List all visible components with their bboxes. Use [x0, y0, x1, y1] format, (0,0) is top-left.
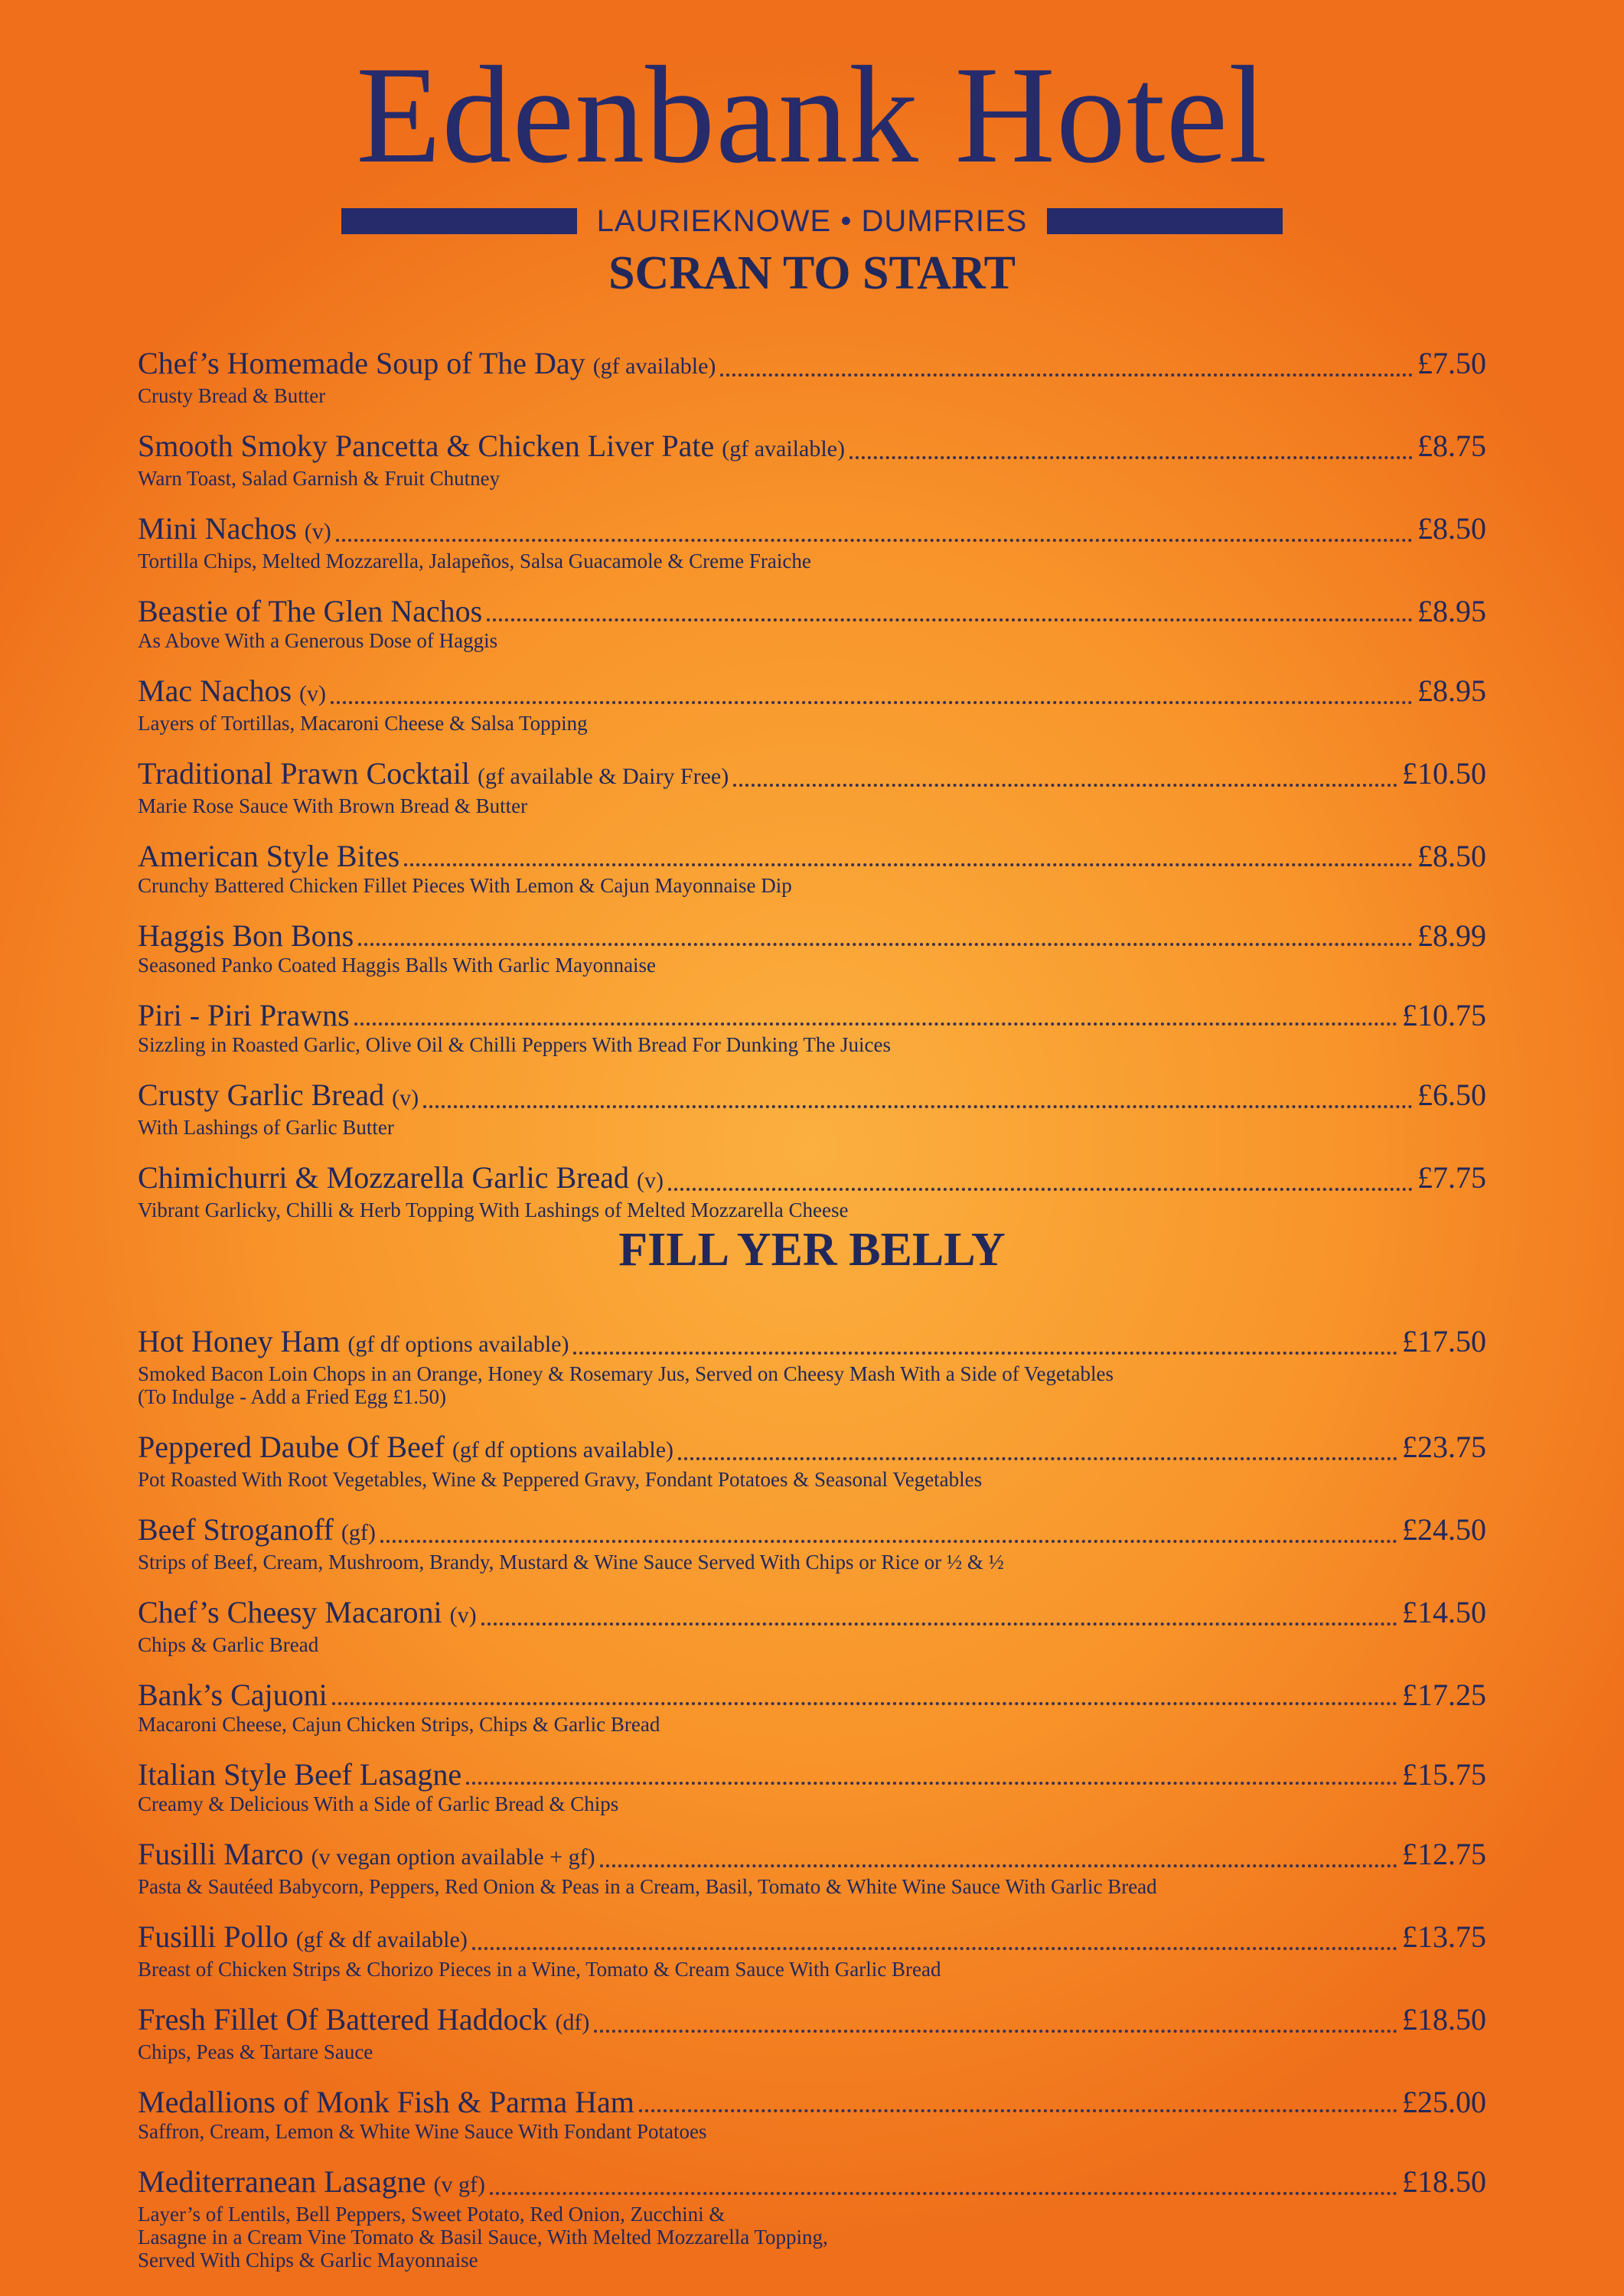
dot-leader [358, 941, 1413, 946]
dot-leader [490, 2190, 1397, 2195]
menu-item [138, 1837, 1486, 1898]
menu-item [138, 673, 1486, 735]
menu-item-description: Sizzling in Roasted Garlic, Olive Oil & Chilli Peppers With Bread For Dunking The Juices [138, 1033, 892, 1056]
menu-item-name [138, 839, 399, 874]
menu-item-note: (gf) [341, 1520, 376, 1545]
menu-item-title: Medallions of Monk Fish & Parma Ham [138, 2085, 634, 2119]
menu-item [138, 346, 1486, 407]
menu-item-name [138, 918, 354, 954]
menu-item-description: Warn Toast, Salad Garnish & Fruit Chutney [138, 467, 501, 490]
menu-item-price: £7.75 [1417, 1160, 1486, 1195]
menu-item-line [138, 918, 1486, 954]
menu-item-title: Mediterranean Lasagne [138, 2164, 426, 2199]
dot-leader [380, 1538, 1397, 1543]
dot-leader [733, 782, 1397, 787]
menu-item-title: Beef Stroganoff [138, 1512, 334, 1547]
menu-item-line [138, 1919, 1486, 1958]
menu-item-line [138, 1595, 1486, 1633]
menu-item-description: As Above With a Generous Dose of Haggis [138, 629, 498, 652]
menu-item-title: Peppered Daube Of Beef [138, 1430, 445, 1464]
dot-leader [332, 1701, 1397, 1705]
menu-item-price: £10.75 [1402, 998, 1486, 1032]
menu-item-description: Saffron, Cream, Lemon & White Wine Sauce With Fondant Potatoes [138, 2120, 707, 2143]
dot-leader [639, 2108, 1397, 2112]
menu-item-name [138, 429, 845, 467]
menu-item-line [138, 2164, 1486, 2203]
menu-item-name [138, 673, 326, 712]
menu-item-name [138, 1324, 569, 1362]
menu-item-price: £15.75 [1402, 1757, 1486, 1792]
menu-item-price: £8.95 [1417, 673, 1486, 708]
menu-item-name [138, 346, 716, 384]
menu-item-title: Fusilli Pollo [138, 1919, 289, 1954]
menu-item-line [138, 2085, 1486, 2120]
menu-item-description: Pasta & Sautéed Babycorn, Peppers, Red Onion & Peas in a Cream, Basil, Tomato & White Wine Sauce With Garlic Bread [138, 1875, 1157, 1898]
menu-item-title: Traditional Prawn Cocktail [138, 756, 471, 791]
menu-item-name [138, 1678, 328, 1713]
dot-leader [720, 372, 1413, 377]
menu-item-price: £8.99 [1417, 918, 1486, 953]
menu-item-description: With Lashings of Garlic Butter [138, 1116, 394, 1139]
dot-leader [600, 1863, 1397, 1867]
menu-item-description: Layer’s of Lentils, Bell Peppers, Sweet Potato, Red Onion, Zucchini & Lasagne in a Cream Vine Tomato & Basil Sauce, With Melted Mozzarella Topping, Served With Chips & Garlic Mayonnaise [138, 2203, 828, 2272]
menu-item-description: Vibrant Garlicky, Chilli & Herb Topping With Lashings of Melted Mozzarella Cheese [138, 1199, 849, 1221]
menu-item [138, 1160, 1486, 1221]
menu-item-line [138, 998, 1486, 1033]
menu-item-description: Breast of Chicken Strips & Chorizo Pieces in a Wine, Tomato & Cream Sauce With Garlic Bread [138, 1958, 941, 1981]
hotel-location: LAURIEKNOWE • DUMFRIES [596, 204, 1028, 238]
menu-item-title: Smooth Smoky Pancetta & Chicken Liver Pate [138, 429, 715, 463]
menu-item-line [138, 346, 1486, 384]
menu-item-title: Chef’s Homemade Soup of The Day [138, 346, 585, 380]
menu-item-name [138, 2164, 485, 2203]
menu-item-price: £8.50 [1417, 511, 1486, 546]
menu-item [138, 429, 1486, 490]
dot-leader [354, 1021, 1397, 1026]
menu-item-description: Creamy & Delicious With a Side of Garlic Bread & Chips [138, 1792, 619, 1815]
menu-item-line [138, 1160, 1486, 1199]
dot-leader [850, 455, 1413, 459]
menu-item-note: (df) [555, 2010, 590, 2035]
dot-leader [466, 1780, 1397, 1785]
menu-item [138, 1078, 1486, 1139]
menu-item-price: £6.50 [1417, 1078, 1486, 1112]
menu-item-price: £17.50 [1402, 1324, 1486, 1358]
menu-item-price: £8.50 [1417, 839, 1486, 873]
menu-item-description: Chips & Garlic Bread [138, 1633, 319, 1656]
dot-leader [336, 537, 1413, 542]
menu-item-note: (v vegan option available + gf) [311, 1844, 595, 1870]
mains-menu [138, 1324, 1486, 2293]
menu-item-note: (gf available) [592, 354, 716, 379]
menu-item-title: Chef’s Cheesy Macaroni [138, 1595, 442, 1629]
menu-item-name [138, 1512, 376, 1551]
menu-item-title: Mini Nachos [138, 511, 297, 546]
menu-item-title: Mac Nachos [138, 673, 292, 708]
menu-item-price: £18.50 [1402, 2164, 1486, 2199]
menu-item-line [138, 673, 1486, 712]
menu-item-price: £18.50 [1402, 2002, 1486, 2037]
hotel-header [0, 38, 1624, 238]
menu-item [138, 756, 1486, 817]
menu-item-title: Bank’s Cajuoni [138, 1678, 328, 1712]
menu-item-description: Crusty Bread & Butter [138, 384, 326, 407]
menu-item-name [138, 1757, 461, 1792]
menu-item [138, 1324, 1486, 1408]
menu-item-line [138, 756, 1486, 794]
menu-item-description: Layers of Tortillas, Macaroni Cheese & Salsa Topping [138, 712, 588, 735]
menu-item-note: (gf available & Dairy Free) [478, 764, 729, 789]
menu-item-name [138, 1430, 673, 1468]
menu-item-name [138, 1078, 419, 1116]
menu-item-price: £14.50 [1402, 1595, 1486, 1629]
menu-item [138, 2164, 1486, 2272]
menu-item-description: Macaroni Cheese, Cajun Chicken Strips, Chips & Garlic Bread [138, 1713, 660, 1736]
menu-item-price: £25.00 [1402, 2085, 1486, 2119]
menu-item-name [138, 1160, 664, 1199]
menu-item-description: Pot Roasted With Root Vegetables, Wine & Peppered Gravy, Fondant Potatoes & Seasonal Vegetables [138, 1468, 983, 1491]
menu-item-line [138, 1757, 1486, 1792]
menu-item [138, 998, 1486, 1056]
menu-item [138, 2002, 1486, 2063]
menu-item-price: £7.50 [1417, 346, 1486, 380]
menu-item-note: (gf df options available) [452, 1437, 674, 1463]
hotel-subline [0, 204, 1624, 238]
menu-item-line [138, 2002, 1486, 2040]
menu-item-title: Beastie of The Glen Nachos [138, 594, 483, 628]
menu-item-title: Haggis Bon Bons [138, 918, 354, 953]
menu-item [138, 839, 1486, 897]
dot-leader [481, 1621, 1397, 1626]
menu-item-price: £17.25 [1402, 1678, 1486, 1712]
menu-item-description: Strips of Beef, Cream, Mushroom, Brandy, Mustard & Wine Sauce Served With Chips or Rice or ½ & ½ [138, 1551, 1004, 1574]
dot-leader [668, 1186, 1413, 1191]
menu-item [138, 1595, 1486, 1656]
menu-item [138, 511, 1486, 572]
menu-item-line [138, 429, 1486, 467]
dot-leader [678, 1456, 1397, 1460]
menu-item-title: Crusty Garlic Bread [138, 1078, 385, 1112]
menu-item-title: Hot Honey Ham [138, 1324, 341, 1358]
logo-bar-left [341, 208, 577, 234]
menu-item-description: Marie Rose Sauce With Brown Bread & Butter [138, 794, 528, 817]
menu-item-note: (v) [449, 1603, 477, 1628]
menu-item [138, 1757, 1486, 1815]
menu-item-name [138, 2085, 634, 2120]
dot-leader [472, 1945, 1397, 1950]
menu-item-note: (v) [304, 519, 331, 544]
menu-item [138, 594, 1486, 652]
menu-item-note: (gf available) [722, 436, 845, 461]
menu-item [138, 1678, 1486, 1736]
menu-item-price: £13.75 [1402, 1919, 1486, 1954]
menu-item-price: £12.75 [1402, 1837, 1486, 1871]
dot-leader [331, 700, 1413, 704]
menu-item-description: Tortilla Chips, Melted Mozzarella, Jalapeños, Salsa Guacamole & Creme Fraiche [138, 550, 811, 572]
menu-item-price: £8.75 [1417, 429, 1486, 463]
menu-item-description: Crunchy Battered Chicken Fillet Pieces With Lemon & Cajun Mayonnaise Dip [138, 874, 792, 897]
menu-item-price: £8.95 [1417, 594, 1486, 628]
section-title-mains: FILL YER BELLY [618, 1224, 1006, 1276]
menu-item-name [138, 2002, 589, 2040]
menu-item [138, 1512, 1486, 1574]
menu-item-title: Fresh Fillet Of Battered Haddock [138, 2002, 548, 2037]
section-title-starters: SCRAN TO START [608, 247, 1016, 299]
menu-item-title: Fusilli Marco [138, 1837, 304, 1871]
menu-item-line [138, 511, 1486, 550]
starters-menu [138, 346, 1486, 1243]
menu-item-title: Italian Style Beef Lasagne [138, 1757, 462, 1792]
menu-item-line [138, 594, 1486, 629]
menu-item-note: (v) [392, 1085, 419, 1110]
menu-item [138, 1430, 1486, 1491]
menu-item-note: (v) [636, 1168, 664, 1193]
menu-item-name [138, 511, 331, 550]
menu-item-description: Smoked Bacon Loin Chops in an Orange, Honey & Rosemary Jus, Served on Cheesy Mash With a Side of Vegetables (To Indulge - Add a Fried Egg £1.50) [138, 1362, 1114, 1408]
menu-item-note: (v) [299, 681, 327, 706]
menu-item-description: Seasoned Panko Coated Haggis Balls With Garlic Mayonnaise [138, 954, 657, 977]
menu-item-line [138, 1324, 1486, 1362]
menu-item-line [138, 839, 1486, 874]
dot-leader [573, 1350, 1397, 1355]
menu-item-line [138, 1430, 1486, 1468]
menu-item [138, 2085, 1486, 2143]
logo-bar-right [1047, 208, 1283, 234]
menu-item-note: (gf & df available) [295, 1927, 468, 1952]
menu-item [138, 918, 1486, 977]
menu-item-title: Chimichurri & Mozzarella Garlic Bread [138, 1160, 629, 1195]
menu-item-line [138, 1678, 1486, 1713]
menu-item-name [138, 1837, 595, 1875]
menu-item-name [138, 998, 350, 1033]
menu-item-title: Piri - Piri Prawns [138, 998, 350, 1032]
menu-item-description: Chips, Peas & Tartare Sauce [138, 2040, 373, 2063]
menu-item-name [138, 1595, 477, 1633]
menu-item-name [138, 1919, 468, 1958]
menu-item-name [138, 756, 729, 794]
dot-leader [487, 617, 1413, 621]
menu-item-title: American Style Bites [138, 839, 400, 873]
menu-item-line [138, 1512, 1486, 1551]
menu-item-note: (v gf) [433, 2172, 485, 2197]
menu-item-name [138, 594, 482, 629]
dot-leader [594, 2028, 1397, 2033]
dot-leader [423, 1104, 1413, 1108]
dot-leader [404, 862, 1413, 866]
menu-item-price: £10.50 [1402, 756, 1486, 791]
hotel-logo: Edenbank Hotel [356, 38, 1268, 192]
menu-item-line [138, 1078, 1486, 1116]
menu-item-line [138, 1837, 1486, 1875]
menu-item-note: (gf df options available) [347, 1332, 569, 1357]
menu-item-price: £23.75 [1402, 1430, 1486, 1464]
menu-item [138, 1919, 1486, 1981]
menu-item-price: £24.50 [1402, 1512, 1486, 1547]
